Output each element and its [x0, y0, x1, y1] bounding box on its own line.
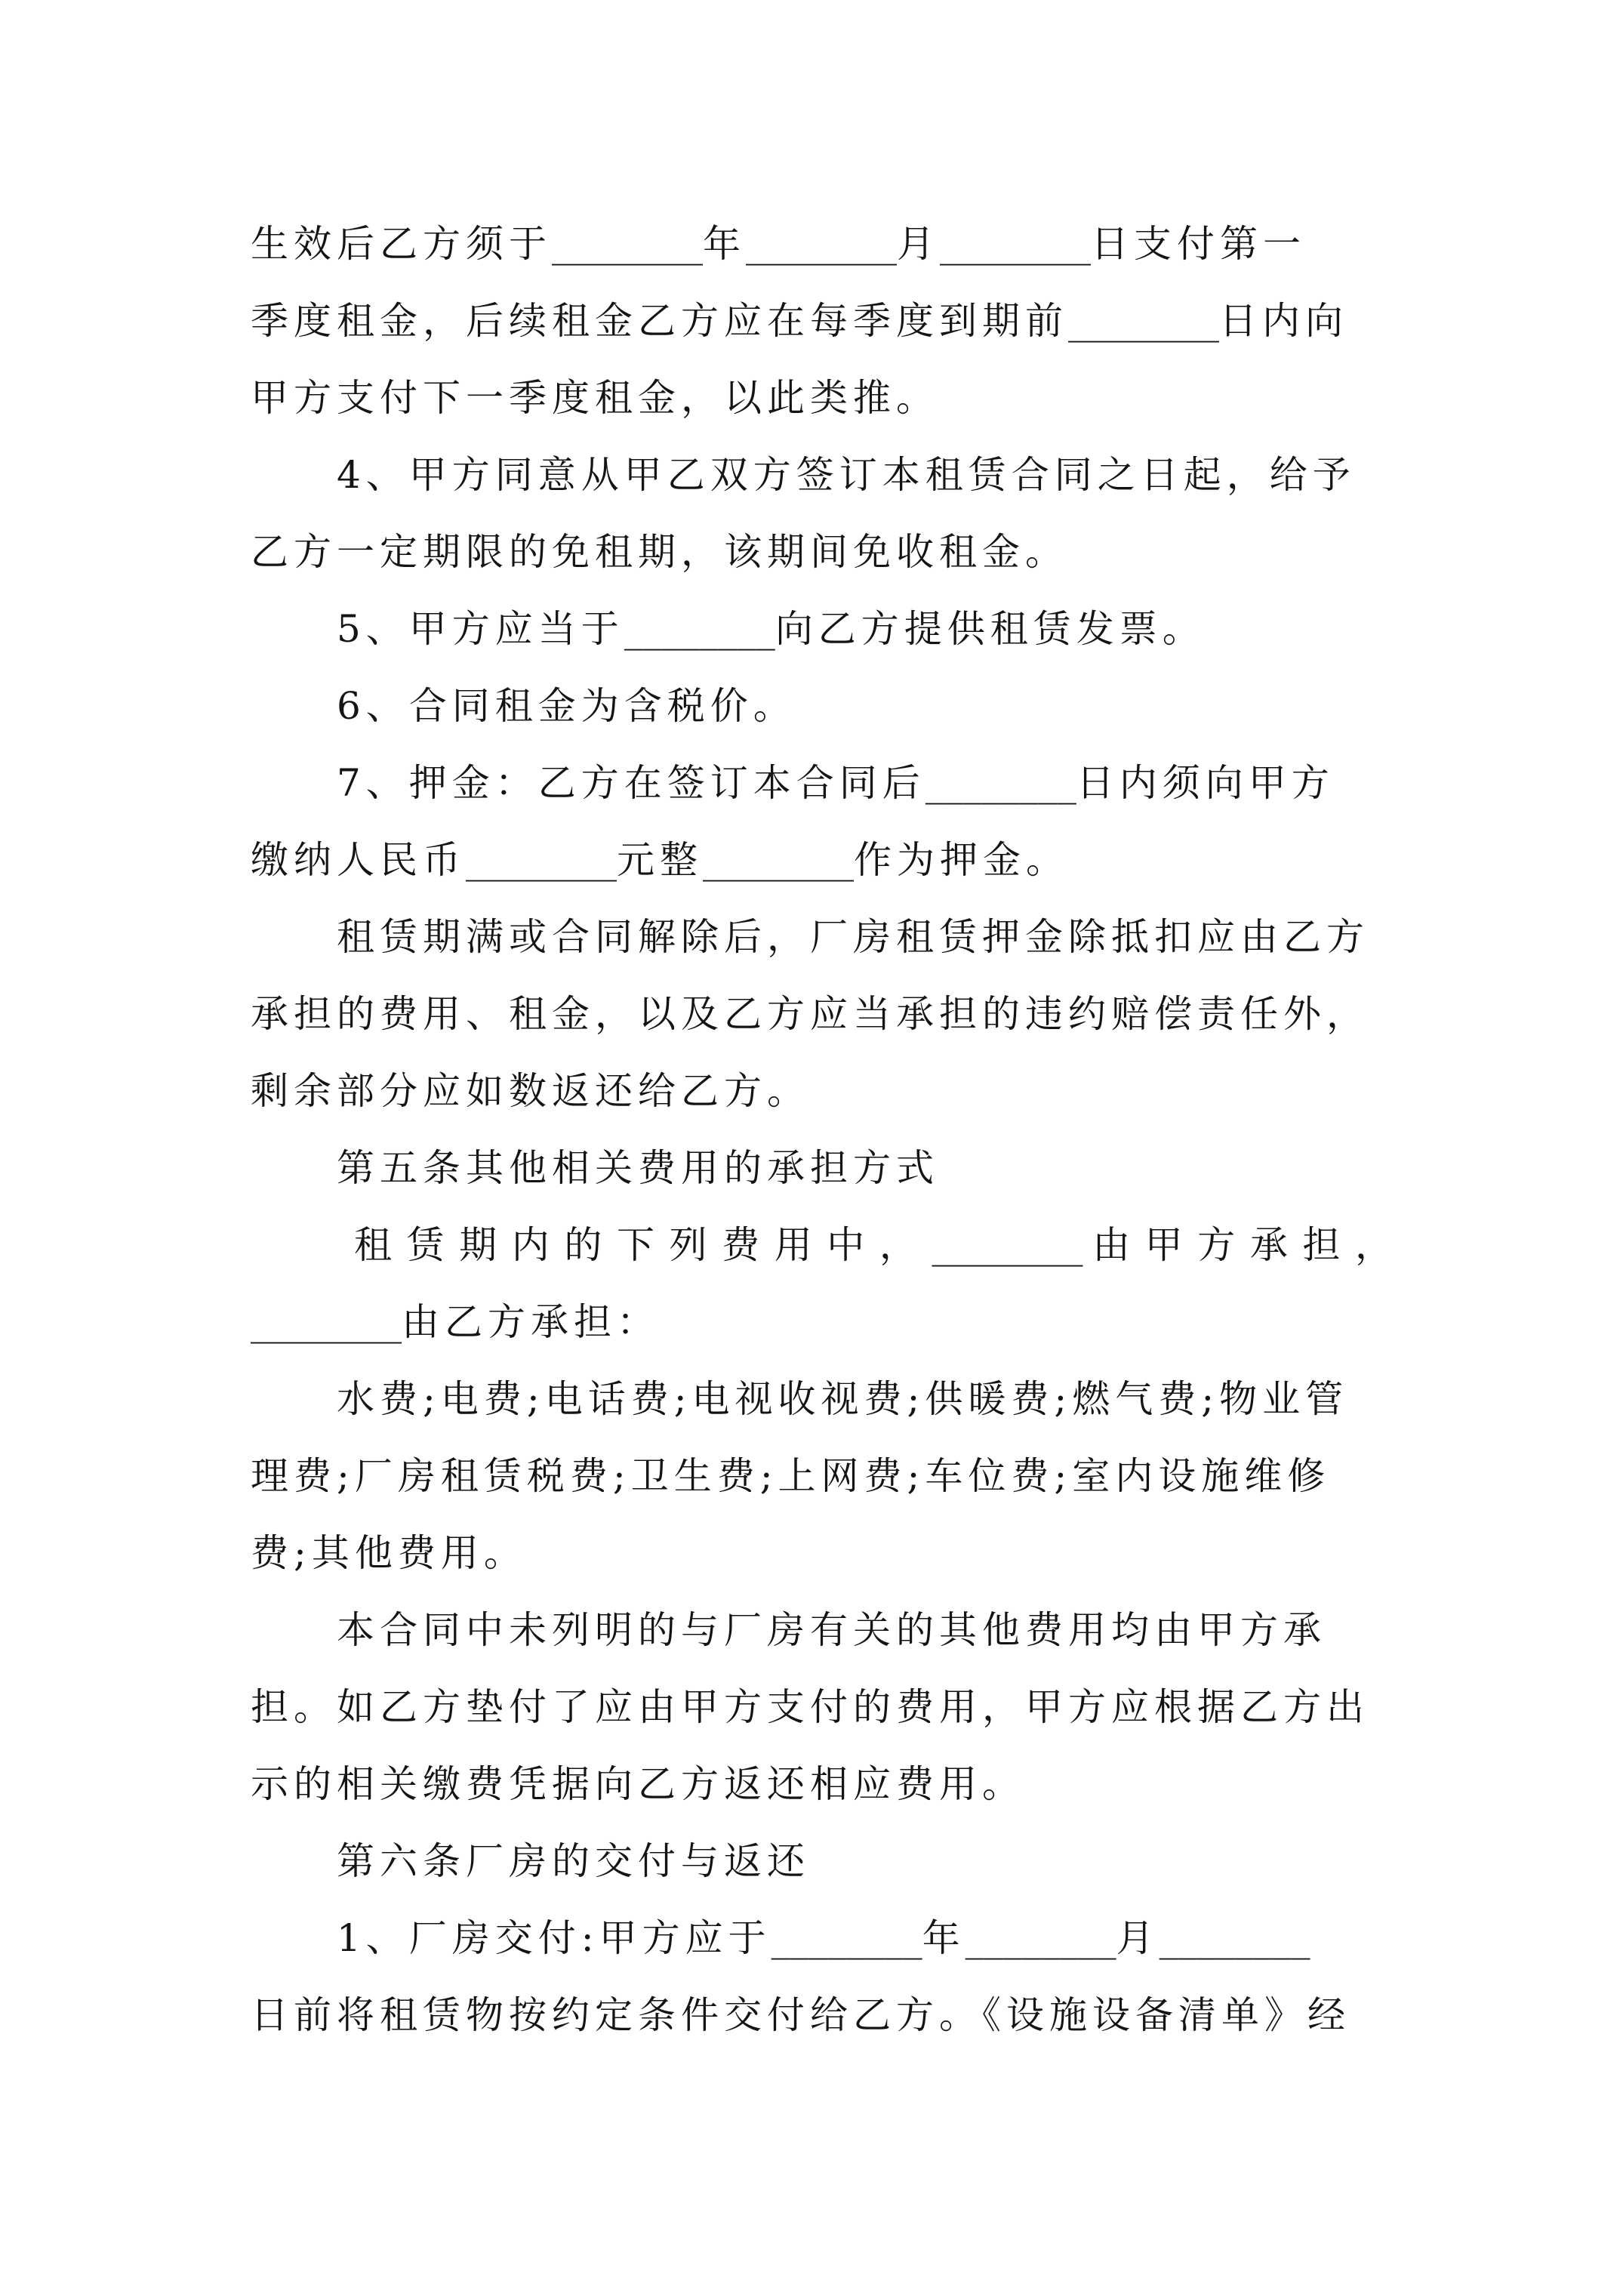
blank-fill-line: ________	[940, 222, 1091, 266]
blank-fill-line: ________	[703, 838, 854, 882]
article-6-heading: 第六条厂房的交付与返还	[337, 1839, 810, 1883]
clause-1-line: 1、厂房交付:甲方应于________年________月________	[337, 1916, 1310, 1960]
blank-fill-line: ________	[466, 838, 617, 882]
blank-fill-line: ________	[1068, 299, 1219, 343]
clause-4-line: 4、甲方同意从甲乙双方签订本租赁合同之日起，给予	[337, 453, 1356, 497]
text-line: 乙方一定期限的免租期，该期间免收租金。	[251, 530, 1068, 574]
paragraph-start-line: 租赁期内的下列费用中，________由甲方承担，	[354, 1223, 1398, 1267]
text-line: 担。如乙方垫付了应由甲方支付的费用，甲方应根据乙方出	[251, 1685, 1369, 1729]
text-line: ________由乙方承担：	[251, 1300, 660, 1344]
blank-fill-line: ________	[1159, 1916, 1310, 1960]
clause-7-line: 7、押金：乙方在签订本合同后________日内须向甲方	[337, 761, 1335, 805]
text-line: 生效后乙方须于________年________月________日支付第一	[251, 222, 1306, 266]
text-line: 缴纳人民币________元整________作为押金。	[251, 838, 1069, 882]
blank-fill-line: ________	[932, 1223, 1083, 1267]
blank-fill-line: ________	[746, 222, 897, 266]
blank-fill-line: ________	[965, 1916, 1116, 1960]
text-line: 承担的费用、租金，以及乙方应当承担的违约赔偿责任外，	[251, 992, 1369, 1036]
blank-fill-line: ________	[552, 222, 703, 266]
text-line: 示的相关缴费凭据向乙方返还相应费用。	[251, 1762, 1025, 1806]
document-body	[251, 205, 1398, 2054]
text-line: 甲方支付下一季度租金，以此类推。	[251, 376, 939, 420]
paragraph-start-line: 本合同中未列明的与厂房有关的其他费用均由甲方承	[337, 1608, 1326, 1652]
blank-fill-line: ________	[251, 1300, 402, 1344]
blank-fill-line: ________	[771, 1916, 922, 1960]
text-line: 日前将租赁物按约定条件交付给乙方。《设施设备清单》经	[251, 1993, 1350, 2037]
text-line: 剩余部分应如数返还给乙方。	[251, 1069, 810, 1113]
clause-5-line: 5、甲方应当于________向乙方提供租赁发票。	[337, 607, 1206, 651]
text-line: 季度租金，后续租金乙方应在每季度到期前________日内向	[251, 299, 1348, 343]
fee-list-line: 水费;电费;电话费;电视收视费;供暖费;燃气费;物业管	[337, 1377, 1349, 1421]
fee-list-line: 费;其他费用。	[251, 1531, 527, 1575]
article-5-heading: 第五条其他相关费用的承担方式	[337, 1146, 939, 1190]
clause-6-line: 6、合同租金为含税价。	[337, 684, 796, 728]
paragraph-start-line: 租赁期满或合同解除后，厂房租赁押金除抵扣应由乙方	[337, 915, 1369, 959]
blank-fill-line: ________	[925, 761, 1076, 805]
fee-list-line: 理费;厂房租赁税费;卫生费;上网费;车位费;室内设施维修	[251, 1454, 1331, 1498]
blank-fill-line: ________	[624, 607, 775, 651]
